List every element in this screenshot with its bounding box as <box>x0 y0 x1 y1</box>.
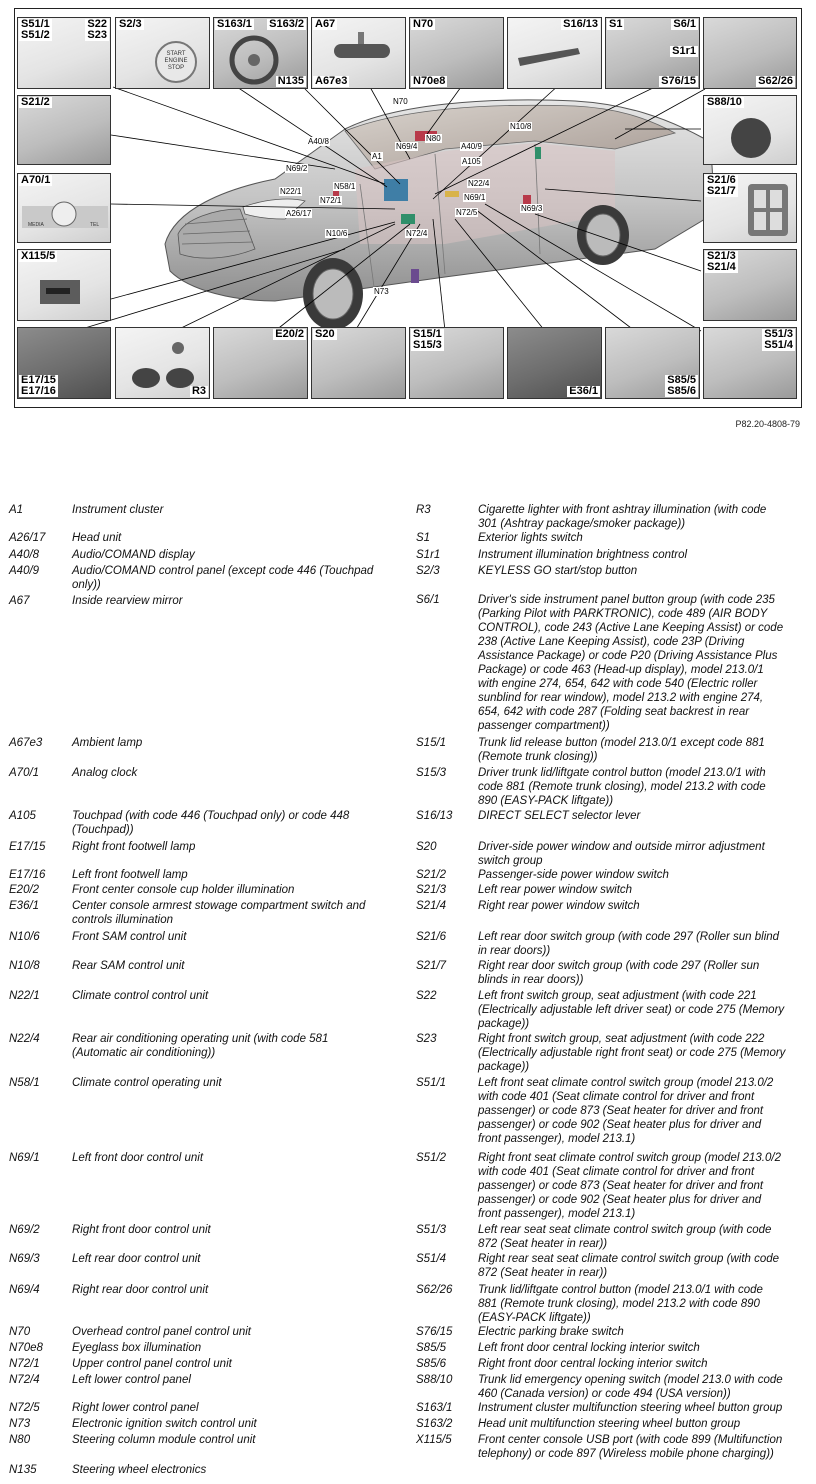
legend-desc: Rear SAM control unit <box>72 960 185 972</box>
legend-code: S51/4 <box>416 1253 447 1265</box>
panel-steering-wheel <box>213 17 308 89</box>
start-text: START <box>166 51 186 57</box>
callout: N10/8 <box>510 122 532 131</box>
legend-code: A40/8 <box>9 549 40 561</box>
legend-desc: Right rear door switch group (with code 297 (Roller sun blinds in rear doors)) <box>478 960 760 986</box>
legend-desc: Head unit <box>72 532 122 544</box>
legend-desc: Head unit multifunction steering wheel button group <box>478 1418 741 1430</box>
clock-icon <box>18 174 111 243</box>
panel-driver-window-switch <box>311 327 406 399</box>
legend-desc: Instrument cluster <box>72 504 164 516</box>
label-s163-1: S163/1 <box>217 18 252 30</box>
legend-desc: Right front footwell lamp <box>72 841 196 853</box>
figure-reference: P82.20-4808-79 <box>735 419 800 429</box>
tel-text: TEL <box>90 222 100 228</box>
legend-code: S15/3 <box>416 767 447 779</box>
callout: N72/5 <box>456 208 478 217</box>
legend-code: N80 <box>9 1434 31 1446</box>
callout: N70 <box>393 97 408 106</box>
label-r3: R3 <box>191 385 206 397</box>
legend-desc: Steering wheel electronics <box>72 1464 207 1476</box>
legend-code: N22/1 <box>9 990 40 1002</box>
panel-armrest-compartment <box>507 327 602 399</box>
legend-desc: Steering column module control unit <box>72 1434 256 1446</box>
legend-code: E17/16 <box>9 869 46 881</box>
legend-code: S1 <box>416 532 431 544</box>
label-s2-3: S2/3 <box>119 18 142 30</box>
callout: N69/2 <box>286 164 308 173</box>
legend-desc: Trunk lid/liftgate control button (model 213.0/1 with code 881 (Remote trunk closing), model 213.2 with code 890 (EASY-PACK liftgate)) <box>478 1284 763 1324</box>
legend-code: X115/5 <box>416 1434 452 1446</box>
legend-desc: Left rear power window switch <box>478 884 633 896</box>
legend-desc: Right front seat climate control switch group (model 213.0/2 with code 401 (Seat climate control for driver and front passenger) or code 873 (Seat heater for driver and front passenger) or code 902 (Seat heater plus for driver and front passenger), model 213.1) <box>478 1152 781 1220</box>
legend-code: N69/4 <box>9 1284 40 1296</box>
callout: N80 <box>426 134 441 143</box>
mirror-icon <box>312 18 406 89</box>
legend-desc: Left rear door control unit <box>72 1253 201 1265</box>
callout: A26/17 <box>286 209 312 218</box>
panel-rear-door-switch-group <box>703 173 797 243</box>
legend-code: S21/3 <box>416 884 447 896</box>
component-location-figure <box>14 8 802 408</box>
panel-rear-seat-climate <box>703 327 797 399</box>
steering-wheel-icon <box>214 18 308 89</box>
selector-lever-icon <box>508 18 602 89</box>
callout: N73 <box>374 287 389 296</box>
label-s21-6: S21/6 <box>707 174 736 186</box>
legend-desc: KEYLESS GO start/stop button <box>478 565 638 577</box>
label-s15-3: S15/3 <box>413 339 442 351</box>
panel-rearview-mirror <box>311 17 406 89</box>
legend-desc: Audio/COMAND display <box>72 549 195 561</box>
legend-code: S85/6 <box>416 1358 447 1370</box>
legend-desc: Audio/COMAND control panel (except code 446 (Touchpad only)) <box>72 565 374 591</box>
legend-code: S20 <box>416 841 437 853</box>
legend-desc: Analog clock <box>72 767 138 779</box>
legend-code: A105 <box>9 810 36 822</box>
emergency-switch-icon <box>704 96 797 165</box>
panel-cigarette-lighter <box>115 327 210 399</box>
legend-code: S2/3 <box>416 565 440 577</box>
legend-desc: Right rear seat seat climate control switch group (with code 872 (Seat heater in rear)) <box>478 1253 780 1279</box>
panel-cup-holder-illumination <box>213 327 308 399</box>
engine-text: ENGINE <box>164 58 188 64</box>
label-e20-2: E20/2 <box>275 328 304 340</box>
callout: N72/1 <box>320 196 342 205</box>
legend-code: A67e3 <box>9 737 43 749</box>
legend-code: S51/1 <box>416 1077 447 1089</box>
callout: N69/3 <box>521 204 543 213</box>
legend-code: S21/7 <box>416 960 447 972</box>
legend-code: S76/15 <box>416 1326 453 1338</box>
panel-overhead-control <box>409 17 504 89</box>
legend-desc: Right rear power window switch <box>478 900 640 912</box>
label-s20: S20 <box>315 328 335 340</box>
legend-code: S51/2 <box>416 1152 447 1164</box>
callout: N72/4 <box>406 229 428 238</box>
legend-code: S163/1 <box>416 1402 453 1414</box>
label-s85-6: S85/6 <box>667 385 696 397</box>
legend-code: N10/8 <box>9 960 40 972</box>
legend-code: N69/3 <box>9 1253 40 1265</box>
legend-desc: Left front switch group, seat adjustment (with code 221 (Electrically adjustable left driver seat) or code 275 (Memory package)) <box>478 990 785 1030</box>
label-s23: S23 <box>87 29 107 41</box>
legend-code: A26/17 <box>9 532 46 544</box>
label-s21-3: S21/3 <box>707 250 736 262</box>
legend-code: N70 <box>9 1326 31 1338</box>
legend-desc: Left front door central locking interior switch <box>478 1342 700 1354</box>
legend-code: E17/15 <box>9 841 46 853</box>
legend-code: N58/1 <box>9 1077 40 1089</box>
panel-rear-window-switch <box>703 249 797 321</box>
legend-desc: Driver-side power window and outside mirror adjustment switch group <box>478 841 765 867</box>
legend-desc: Inside rearview mirror <box>72 595 183 607</box>
label-s1: S1 <box>609 18 623 30</box>
legend-desc: Right rear door control unit <box>72 1284 209 1296</box>
panel-passenger-window-switch <box>17 95 111 165</box>
legend-desc: Exterior lights switch <box>478 532 583 544</box>
callout: N69/4 <box>396 142 418 151</box>
label-s51-2: S51/2 <box>21 29 50 41</box>
legend-desc: Rear air conditioning operating unit (with code 581 (Automatic air conditioning)) <box>72 1033 329 1059</box>
legend-desc: Overhead control panel control unit <box>72 1326 251 1338</box>
legend-code: S21/6 <box>416 931 447 943</box>
label-s62-26: S62/26 <box>758 75 793 87</box>
label-e17-16: E17/16 <box>21 385 56 397</box>
legend-desc: Driver's side instrument panel button group (with code 235 (Parking Pilot with PARKTRONIC), code 489 (AIR BODY CONTROL), code 243 (Active Lane Keeping Assist) or code 238 (Active Lane Keeping Assist), code 23P (Driving Assistance Package) or code P20 (Driving Assistance Plus Package) or code 463 (Head-up display), model 213.0/1 with engine 274, 654, 642 with code 540 (Electric roller sunblind for rear window), model 213.2 with engine 274, 654, 642 with code 287 (Folding seat backrest in rear passenger compartment)) <box>478 594 784 732</box>
legend-desc: Instrument cluster multifunction steering wheel button group <box>478 1402 783 1414</box>
panel-usb-port <box>17 249 111 321</box>
callout: N58/1 <box>334 182 356 191</box>
legend-code: S85/5 <box>416 1342 447 1354</box>
legend-code: E20/2 <box>9 884 40 896</box>
callout: N10/6 <box>326 229 348 238</box>
label-s22: S22 <box>87 18 107 30</box>
label-x115-5: X115/5 <box>21 250 56 262</box>
panel-trunk-release-button <box>409 327 504 399</box>
legend-desc: Instrument illumination brightness control <box>478 549 688 561</box>
media-text: MEDIA <box>28 222 44 228</box>
door-switch-icon <box>704 174 797 243</box>
label-s21-4: S21/4 <box>707 261 736 273</box>
legend-code: S163/2 <box>416 1418 453 1430</box>
legend-desc: Center console armrest stowage compartment switch and controls illumination <box>72 900 366 926</box>
label-s1r1: S1r1 <box>672 45 696 57</box>
legend-code: N72/5 <box>9 1402 40 1414</box>
legend-code: R3 <box>416 504 431 516</box>
legend-code: N72/1 <box>9 1358 40 1370</box>
legend-desc: Right lower control panel <box>72 1402 199 1414</box>
label-s51-1: S51/1 <box>21 18 50 30</box>
legend-desc: Right front door central locking interior switch <box>478 1358 708 1370</box>
legend-desc: Front SAM control unit <box>72 931 187 943</box>
legend-desc: Right front door control unit <box>72 1224 211 1236</box>
legend-desc: Eyeglass box illumination <box>72 1342 202 1354</box>
legend-code: S22 <box>416 990 437 1002</box>
label-s16-13: S16/13 <box>563 18 598 30</box>
legend-code: S6/1 <box>416 594 440 606</box>
legend-desc: Left front door control unit <box>72 1152 204 1164</box>
usb-port-icon <box>18 250 111 321</box>
callout: N22/1 <box>280 187 302 196</box>
legend-code: N73 <box>9 1418 31 1430</box>
panel-analog-clock <box>17 173 111 243</box>
stop-text: STOP <box>167 65 185 71</box>
legend-code: E36/1 <box>9 900 40 912</box>
label-a67e3: A67e3 <box>315 75 348 87</box>
label-s163-2: S163/2 <box>269 18 304 30</box>
label-n135: N135 <box>277 75 304 87</box>
legend-desc: Driver trunk lid/liftgate control button (model 213.0/1 with code 881 (Remote trunk closing), model 213.2 with code 890 (EASY-PACK liftgate)) <box>478 767 766 807</box>
legend-code: S21/4 <box>416 900 447 912</box>
legend-code: A40/9 <box>9 565 40 577</box>
panel-seat-switches-front <box>17 17 111 89</box>
legend-desc: Passenger-side power window switch <box>478 869 669 881</box>
label-s88-10: S88/10 <box>707 96 742 108</box>
cup-holder-icon <box>116 328 210 399</box>
legend-code: S51/3 <box>416 1224 447 1236</box>
legend-desc: Electronic ignition switch control unit <box>72 1418 257 1430</box>
label-s15-1: S15/1 <box>413 328 442 340</box>
label-s21-2: S21/2 <box>21 96 50 108</box>
callout: A40/8 <box>308 137 329 146</box>
callout: N69/1 <box>464 193 486 202</box>
legend-code: S16/13 <box>416 810 453 822</box>
legend-desc: Climate control operating unit <box>72 1077 222 1089</box>
label-a67: A67 <box>315 18 336 30</box>
legend-desc: Touchpad (with code 446 (Touchpad only) or code 448 (Touchpad)) <box>72 810 350 836</box>
legend-code: S23 <box>416 1033 437 1045</box>
legend-desc: Left front seat climate control switch group (model 213.0/2 with code 401 (Seat climate control for driver and front passenger) or code 873 (Seat heater for driver and front passenger) or code 902 (Seat heater plus for driver and front passenger), model 213.1) <box>478 1077 774 1145</box>
callout: A40/9 <box>461 142 482 151</box>
legend-desc: Left lower control panel <box>72 1374 191 1386</box>
label-s6-1: S6/1 <box>673 18 696 30</box>
panel-central-locking-switch <box>605 327 700 399</box>
legend-desc: Climate control control unit <box>72 990 209 1002</box>
panel-footwell-lamp <box>17 327 111 399</box>
legend-desc: Trunk lid emergency opening switch (model 213.0 with code 460 (Canada version) or code 494 (USA version)) <box>478 1374 783 1400</box>
legend-code: N135 <box>9 1464 37 1476</box>
legend-code: N22/4 <box>9 1033 40 1045</box>
legend-desc: Trunk lid release button (model 213.0/1 except code 881 (Remote trunk closing)) <box>478 737 765 763</box>
label-s21-7: S21/7 <box>707 185 736 197</box>
legend-desc: Ambient lamp <box>72 737 143 749</box>
callout: A105 <box>462 157 481 166</box>
legend-code: S1r1 <box>416 549 441 561</box>
panel-light-switch <box>605 17 700 89</box>
label-e17-15: E17/15 <box>21 374 56 386</box>
callout: N22/4 <box>468 179 490 188</box>
legend-desc: Left rear door switch group (with code 297 (Roller sun blind in rear doors)) <box>478 931 780 957</box>
label-s51-3: S51/3 <box>764 328 793 340</box>
label-s85-5: S85/5 <box>667 374 696 386</box>
legend-desc: Electric parking brake switch <box>478 1326 624 1338</box>
label-n70e8: N70e8 <box>413 75 446 87</box>
legend-desc: Front center console cup holder illumination <box>72 884 295 896</box>
panel-start-stop-button <box>115 17 210 89</box>
legend-code: S88/10 <box>416 1374 453 1386</box>
label-s76-15: S76/15 <box>661 75 696 87</box>
callout: A1 <box>372 152 382 161</box>
label-e36-1: E36/1 <box>569 385 598 397</box>
legend-desc: Front center console USB port (with code 899 (Multifunction telephony) or code 897 (Wireless mobile phone charging)) <box>478 1434 783 1460</box>
legend-desc: Right front switch group, seat adjustment (with code 222 (Electrically adjustable right front seat) or code 275 (Memory package)) <box>478 1033 786 1073</box>
label-n70: N70 <box>413 18 434 30</box>
legend-code: N70e8 <box>9 1342 43 1354</box>
legend-code: A67 <box>9 595 30 607</box>
panel-selector-lever <box>507 17 602 89</box>
legend-desc: Cigarette lighter with front ashtray illumination (with code 301 (Ashtray package/smoker package)) <box>478 504 767 530</box>
legend-code: N69/2 <box>9 1224 40 1236</box>
legend-code: N69/1 <box>9 1152 40 1164</box>
legend-code: S15/1 <box>416 737 447 749</box>
legend-code: A70/1 <box>9 767 40 779</box>
panel-trunk-button <box>703 17 797 89</box>
panel-trunk-emergency-switch <box>703 95 797 165</box>
legend-desc: DIRECT SELECT selector lever <box>478 810 641 822</box>
legend-desc: Upper control panel control unit <box>72 1358 232 1370</box>
label-a70-1: A70/1 <box>21 174 51 186</box>
legend-desc: Left rear seat seat climate control switch group (with code 872 (Seat heater in rear)) <box>478 1224 772 1250</box>
legend-code: A1 <box>9 504 24 516</box>
legend-code: S62/26 <box>416 1284 453 1296</box>
label-s51-4: S51/4 <box>764 339 793 351</box>
legend-code: S21/2 <box>416 869 447 881</box>
legend-code: N72/4 <box>9 1374 40 1386</box>
legend-code: N10/6 <box>9 931 40 943</box>
legend-desc: Left front footwell lamp <box>72 869 188 881</box>
